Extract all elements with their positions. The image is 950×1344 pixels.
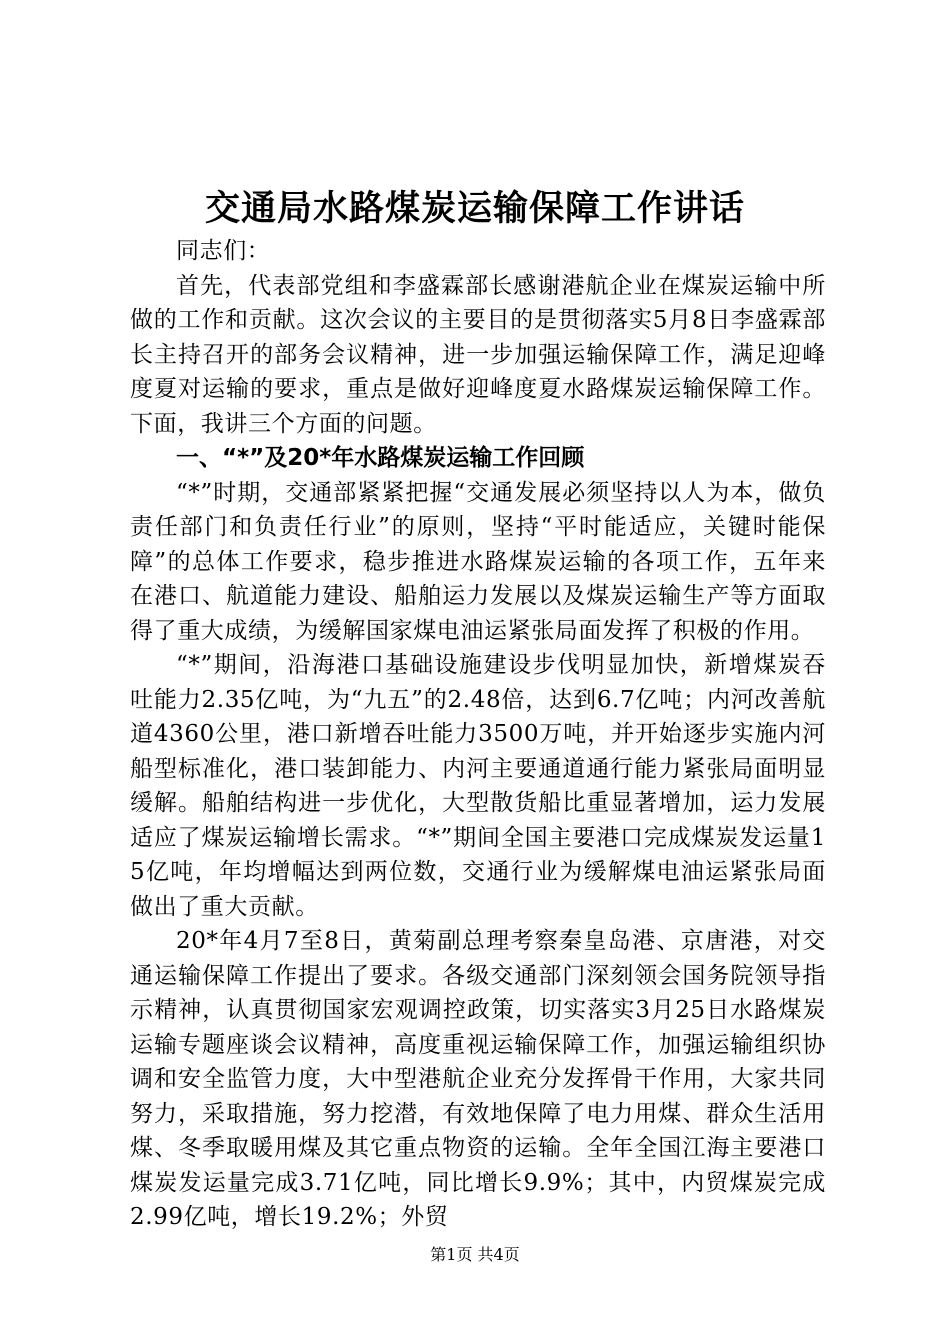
page-number: 第1页 共4页	[430, 1245, 520, 1264]
body-paragraph: 20*年4月7至8日，黄菊副总理考察秦皇岛港、京唐港，对交通运输保障工作提出了要求。各级交通部门深刻领会国务院领导指示精神，认真贯彻国家宏观调控政策，切实落实3月25日水路煤炭运输专题座谈会议精神，高度重视运输保障工作，加强运输组织协调和安全监管力度，大中型港航企业充分发挥骨干作用，大家共同努力，采取措施，努力挖潜，有效地保障了电力用煤、群众生活用煤、冬季取暖用煤及其它重点物资的运输。全年全国江海主要港口煤炭发运量完成3.71亿吨，同比增长9.9%；其中，内贸煤炭完成2.99亿吨，增长19.2%；外贸	[130, 928, 826, 1230]
section-heading: 一、“*”及20*年水路煤炭运输工作回顾	[176, 445, 585, 471]
body-paragraph: “*”期间，沿海港口基础设施建设步伐明显加快，新增煤炭吞吐能力2.35亿吨，为“九五”的2.48倍，达到6.7亿吨；内河改善航道4360公里，港口新增吞吐能力3500万吨，并开始逐步实施内河船型标准化，港口装卸能力、内河主要通道通行能力紧张局面明显缓解。船舶结构进一步优化，大型散货船比重显著增加，运力发展适应了煤炭运输增长需求。“*”期间全国主要港口完成煤炭发运量15亿吨，年均增幅达到两位数，交通行业为缓解煤电油运紧张局面做出了重大贡献。	[130, 652, 826, 920]
document-body	[130, 234, 826, 1235]
salutation: 同志们：	[176, 238, 271, 264]
document-title: 交通局水路煤炭运输保障工作讲话	[204, 188, 745, 229]
intro-paragraph: 首先，代表部党组和李盛霖部长感谢港航企业在煤炭运输中所做的工作和贡献。这次会议的主要目的是贯彻落实5月8日李盛霖部长主持召开的部务会议精神，进一步加强运输保障工作，满足迎峰度夏对运输的要求，重点是做好迎峰度夏水路煤炭运输保障工作。下面，我讲三个方面的问题。	[130, 272, 826, 437]
body-paragraph: “*”时期，交通部紧紧把握“交通发展必须坚持以人为本，做负责任部门和负责任行业”的原则，坚持“平时能适应，关键时能保障”的总体工作要求，稳步推进水路煤炭运输的各项工作，五年来在港口、航道能力建设、船舶运力发展以及煤炭运输生产等方面取得了重大成绩，为缓解国家煤电油运紧张局面发挥了积极的作用。	[130, 479, 826, 644]
